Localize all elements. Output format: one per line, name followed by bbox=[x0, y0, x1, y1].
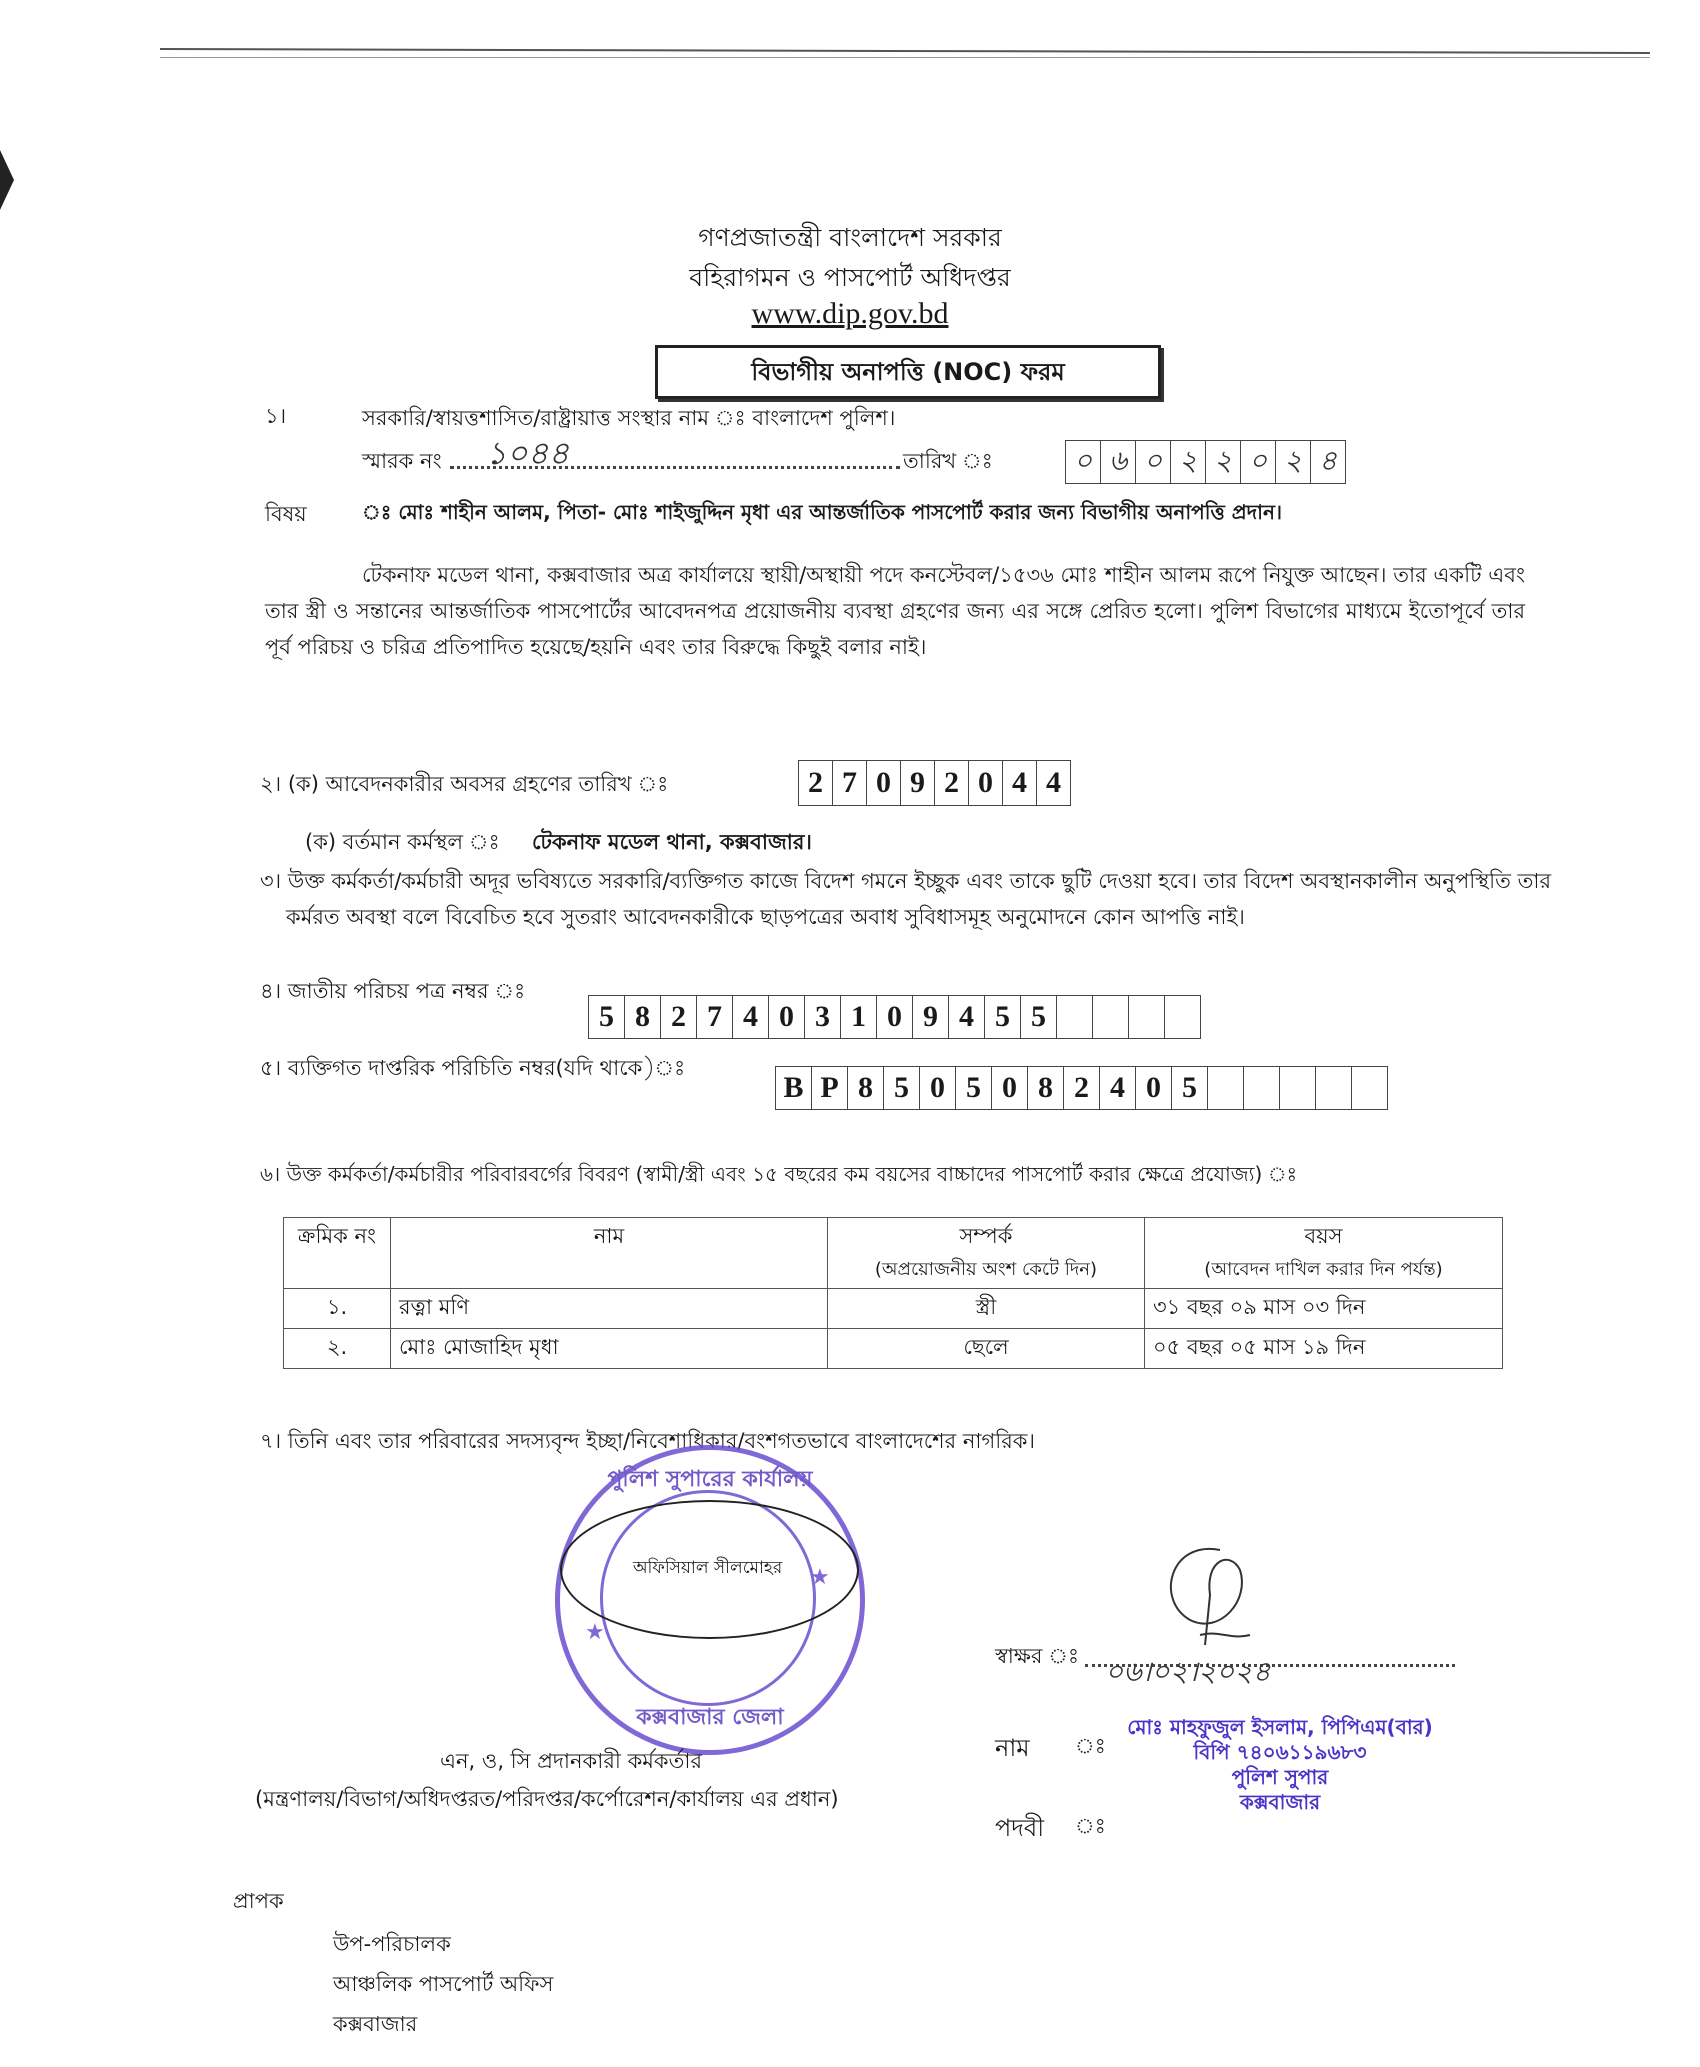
website-link[interactable]: www.dip.gov.bd bbox=[751, 297, 949, 330]
form-title: বিভাগীয় অনাপত্তি (NOC) ফরম bbox=[655, 345, 1161, 399]
officer-stamp bbox=[1110, 1715, 1450, 1815]
digit-box[interactable]: 5 bbox=[589, 996, 625, 1038]
digit-box[interactable] bbox=[1244, 1067, 1280, 1109]
digit-box[interactable]: 8 bbox=[625, 996, 661, 1038]
digit-box[interactable]: 5 bbox=[1172, 1067, 1208, 1109]
workplace-value: টেকনাফ মডেল থানা, কক্সবাজার। bbox=[532, 830, 812, 854]
row-age: ৩১ বছর ০৯ মাস ০৩ দিন bbox=[1145, 1289, 1503, 1329]
designation-label: পদবী bbox=[995, 1814, 1045, 1842]
section1-number: ১। bbox=[265, 404, 287, 428]
official-id-boxes[interactable] bbox=[775, 1066, 1388, 1110]
family-table bbox=[283, 1217, 1503, 1369]
scan-edge-line-secondary bbox=[160, 57, 1650, 58]
signature-date[interactable]: ০৬।০২।২০২৪ bbox=[1105, 1655, 1271, 1688]
row-serial: ২. bbox=[284, 1329, 391, 1369]
officer-location: কক্সবাজার bbox=[1239, 1790, 1321, 1814]
retirement-date-boxes[interactable] bbox=[798, 760, 1071, 806]
digit-box[interactable]: 0 bbox=[867, 761, 901, 805]
digit-box[interactable]: 4 bbox=[949, 996, 985, 1038]
stamp-bottom-text: কক্সবাজার জেলা bbox=[636, 1705, 784, 1730]
digit-box[interactable]: 5 bbox=[884, 1067, 920, 1109]
seal-label: অফিসিয়াল সীলমোহর bbox=[632, 1558, 783, 1578]
digit-box[interactable]: 3 bbox=[805, 996, 841, 1038]
digit-box[interactable]: ২ bbox=[1206, 441, 1241, 483]
section3-paragraph: ৩। উক্ত কর্মকর্তা/কর্মচারী অদূর ভবিষ্যতে সরকারি/ব্যক্তিগত কাজে বিদেশ গমনে ইচ্ছুক এবং তাকে ছুটি দেওয়া হবে। তার বিদেশ অবস্থানকালীন অনুপস্থিতি তার কর্মরত অবস্থা বলে বিবেচিত হবে সুতরাং আবেদনকারীকে ছাড়পত্রের অবাধ সুবিধাসমূহ অনুমোদনে কোন আপত্তি নাই। bbox=[260, 869, 1551, 929]
retirement-date-label: ২। (ক) আবেদনকারীর অবসর গ্রহণের তারিখ ঃ bbox=[260, 772, 669, 796]
col-relation-note: (অপ্রয়োজনীয় অংশ কেটে দিন) bbox=[874, 1259, 1098, 1280]
recipient-line: উপ-পরিচালক bbox=[333, 1932, 451, 1956]
digit-box[interactable]: 2 bbox=[661, 996, 697, 1038]
digit-box[interactable]: 7 bbox=[833, 761, 867, 805]
digit-box[interactable]: 8 bbox=[1028, 1067, 1064, 1109]
digit-box[interactable]: 4 bbox=[1100, 1067, 1136, 1109]
officer-rank: পুলিশ সুপার bbox=[1231, 1765, 1329, 1789]
digit-box[interactable]: 8 bbox=[848, 1067, 884, 1109]
digit-box[interactable] bbox=[1057, 996, 1093, 1038]
star-icon: ★ bbox=[585, 1620, 605, 1645]
table-row bbox=[284, 1329, 1503, 1369]
digit-box[interactable]: ২ bbox=[1171, 441, 1206, 483]
government-name: গণপ্রজাতন্ত্রী বাংলাদেশ সরকার bbox=[698, 223, 1002, 252]
row-name: মোঃ মোজাহিদ মৃধা bbox=[391, 1329, 828, 1369]
nid-number-boxes[interactable] bbox=[588, 995, 1201, 1039]
digit-box[interactable] bbox=[1316, 1067, 1352, 1109]
digit-box[interactable]: 2 bbox=[799, 761, 833, 805]
subject-text: ঃ মোঃ শাহীন আলম, পিতা- মোঃ শাইজুদ্দিন মৃধা এর আন্তর্জাতিক পাসপোর্ট করার জন্য বিভাগীয় অনাপত্তি প্রদান। bbox=[362, 500, 1283, 524]
col-relation-title: সম্পর্ক bbox=[959, 1224, 1013, 1248]
col-age bbox=[1145, 1218, 1503, 1289]
digit-box[interactable]: 0 bbox=[1136, 1067, 1172, 1109]
digit-box[interactable]: 9 bbox=[901, 761, 935, 805]
digit-box[interactable] bbox=[1165, 996, 1200, 1038]
digit-box[interactable]: 2 bbox=[1064, 1067, 1100, 1109]
digit-box[interactable] bbox=[1208, 1067, 1244, 1109]
digit-box[interactable]: 7 bbox=[697, 996, 733, 1038]
official-id-label: ৫। ব্যক্তিগত দাপ্তরিক পরিচিতি নম্বর(যদি থাকে)ঃ bbox=[260, 1056, 686, 1080]
scan-corner-mark bbox=[0, 150, 14, 210]
digit-box[interactable]: 0 bbox=[969, 761, 1003, 805]
signatory-title: এন, ও, সি প্রদানকারী কর্মকর্তার bbox=[440, 1749, 703, 1773]
digit-box[interactable]: 4 bbox=[1046, 766, 1061, 799]
citizenship-statement: ৭। তিনি এবং তার পরিবারের সদস্যবৃন্দ ইচ্ছা/নিবেশাধিকার/বংশগতভাবে বাংলাদেশের নাগরিক। bbox=[260, 1429, 1035, 1453]
name-colon: ঃ bbox=[1075, 1734, 1106, 1758]
digit-box[interactable]: 5 bbox=[985, 996, 1021, 1038]
digit-box[interactable]: ০ bbox=[1136, 441, 1171, 483]
nid-label: ৪। জাতীয় পরিচয় পত্র নম্বর ঃ bbox=[260, 979, 526, 1003]
memo-number-field[interactable]: ১০৪৪ bbox=[486, 434, 570, 472]
digit-box[interactable]: ৪ bbox=[1318, 443, 1338, 477]
body-paragraph: টেকনাফ মডেল থানা, কক্সবাজার অত্র কার্যালয়ে স্থায়ী/অস্থায়ী পদে কনস্টেবল/১৫৩৬ মোঃ শাহীন আলম রূপে নিযুক্ত আছেন। তার একটি এবং তার স্ত্রী ও সন্তানের আন্তর্জাতিক পাসপোর্টের আবেদনপত্র প্রয়োজনীয় ব্যবস্থা গ্রহণের জন্য এর সঙ্গে প্রেরিত হলো। পুলিশ বিভাগের মাধ্যমে ইতোপূর্বে তার পূর্ব পরিচয় ও চরিত্র প্রতিপাদিত হয়েছে/হয়নি এবং তার বিরুদ্ধে কিছুই বলার নাই। bbox=[265, 563, 1525, 659]
recipient-line: কক্সবাজার bbox=[333, 2012, 418, 2036]
department-name: বহিরাগমন ও পাসপোর্ট অধিদপ্তর bbox=[689, 263, 1011, 292]
col-name: নাম bbox=[391, 1218, 828, 1289]
row-relation: ছেলে bbox=[828, 1329, 1145, 1369]
name-label: নাম bbox=[995, 1734, 1030, 1762]
recipient-label: প্রাপক bbox=[233, 1889, 284, 1913]
table-row bbox=[284, 1289, 1503, 1329]
digit-box[interactable] bbox=[1280, 1067, 1316, 1109]
officer-bp-number: বিপি ৭৪০৬১১৯৬৮৩ bbox=[1193, 1740, 1367, 1764]
digit-box[interactable]: B bbox=[776, 1067, 812, 1109]
digit-box[interactable]: 4 bbox=[1003, 761, 1037, 805]
digit-box[interactable]: 9 bbox=[913, 996, 949, 1038]
memo-date-boxes[interactable] bbox=[1065, 440, 1346, 484]
digit-box[interactable] bbox=[1093, 996, 1129, 1038]
digit-box[interactable]: 0 bbox=[769, 996, 805, 1038]
digit-box[interactable]: 0 bbox=[920, 1067, 956, 1109]
memo-label: স্মারক নং bbox=[362, 449, 442, 473]
digit-box[interactable] bbox=[1129, 996, 1165, 1038]
row-name: রত্না মণি bbox=[391, 1289, 828, 1329]
scan-edge-line bbox=[160, 48, 1650, 54]
digit-box[interactable]: ২ bbox=[1276, 441, 1311, 483]
digit-box[interactable]: ০ bbox=[1241, 441, 1276, 483]
star-icon: ★ bbox=[810, 1565, 830, 1590]
designation-colon: ঃ bbox=[1075, 1814, 1106, 1838]
col-serial: ক্রমিক নং bbox=[284, 1218, 391, 1289]
workplace-label: (ক) বর্তমান কর্মস্থল ঃ bbox=[305, 830, 500, 854]
row-serial: ১. bbox=[284, 1289, 391, 1329]
col-relation bbox=[828, 1218, 1145, 1289]
digit-box[interactable]: 4 bbox=[733, 996, 769, 1038]
org-name-line: সরকারি/স্বায়ত্তশাসিত/রাষ্ট্রায়াত্ত সংস্থার নাম ঃ বাংলাদেশ পুলিশ। bbox=[362, 406, 896, 430]
date-label: তারিখ ঃ bbox=[903, 449, 993, 473]
digit-box[interactable]: 0 bbox=[877, 996, 913, 1038]
digit-box[interactable]: 2 bbox=[935, 761, 969, 805]
digit-box[interactable]: 1 bbox=[841, 996, 877, 1038]
signatory-subtitle: (মন্ত্রণালয়/বিভাগ/অধিদপ্তরত/পরিদপ্তর/কর্পোরেশন/কার্যালয় এর প্রধান) bbox=[255, 1787, 839, 1811]
digit-box[interactable] bbox=[1352, 1067, 1387, 1109]
col-age-note: (আবেদন দাখিল করার দিন পর্যন্ত) bbox=[1204, 1259, 1443, 1280]
row-relation: স্ত্রী bbox=[828, 1289, 1145, 1329]
digit-box[interactable]: ৬ bbox=[1101, 441, 1136, 483]
digit-box[interactable]: 0 bbox=[992, 1067, 1028, 1109]
signature-label: স্বাক্ষর ঃ bbox=[995, 1644, 1080, 1668]
digit-box[interactable]: P bbox=[812, 1067, 848, 1109]
family-section-label: ৬। উক্ত কর্মকর্তা/কর্মচারীর পরিবারবর্গের বিবরণ (স্বামী/স্ত্রী এবং ১৫ বছরের কম বয়সের বাচ্চাদের পাসপোর্ট করার ক্ষেত্রে প্রযোজ্য) ঃ bbox=[260, 1162, 1298, 1186]
stamp-top-text: পুলিশ সুপারের কার্যালয় bbox=[607, 1467, 813, 1492]
col-age-title: বয়স bbox=[1304, 1224, 1343, 1248]
recipient-line: আঞ্চলিক পাসপোর্ট অফিস bbox=[333, 1972, 554, 1996]
digit-box[interactable]: ০ bbox=[1066, 441, 1101, 483]
officer-name: মোঃ মাহফুজুল ইসলাম, পিপিএম(বার) bbox=[1127, 1715, 1433, 1739]
subject-label: বিষয় bbox=[265, 502, 307, 526]
digit-box[interactable]: 5 bbox=[956, 1067, 992, 1109]
row-age: ০৫ বছর ০৫ মাস ১৯ দিন bbox=[1145, 1329, 1503, 1369]
digit-box[interactable]: 5 bbox=[1021, 996, 1057, 1038]
